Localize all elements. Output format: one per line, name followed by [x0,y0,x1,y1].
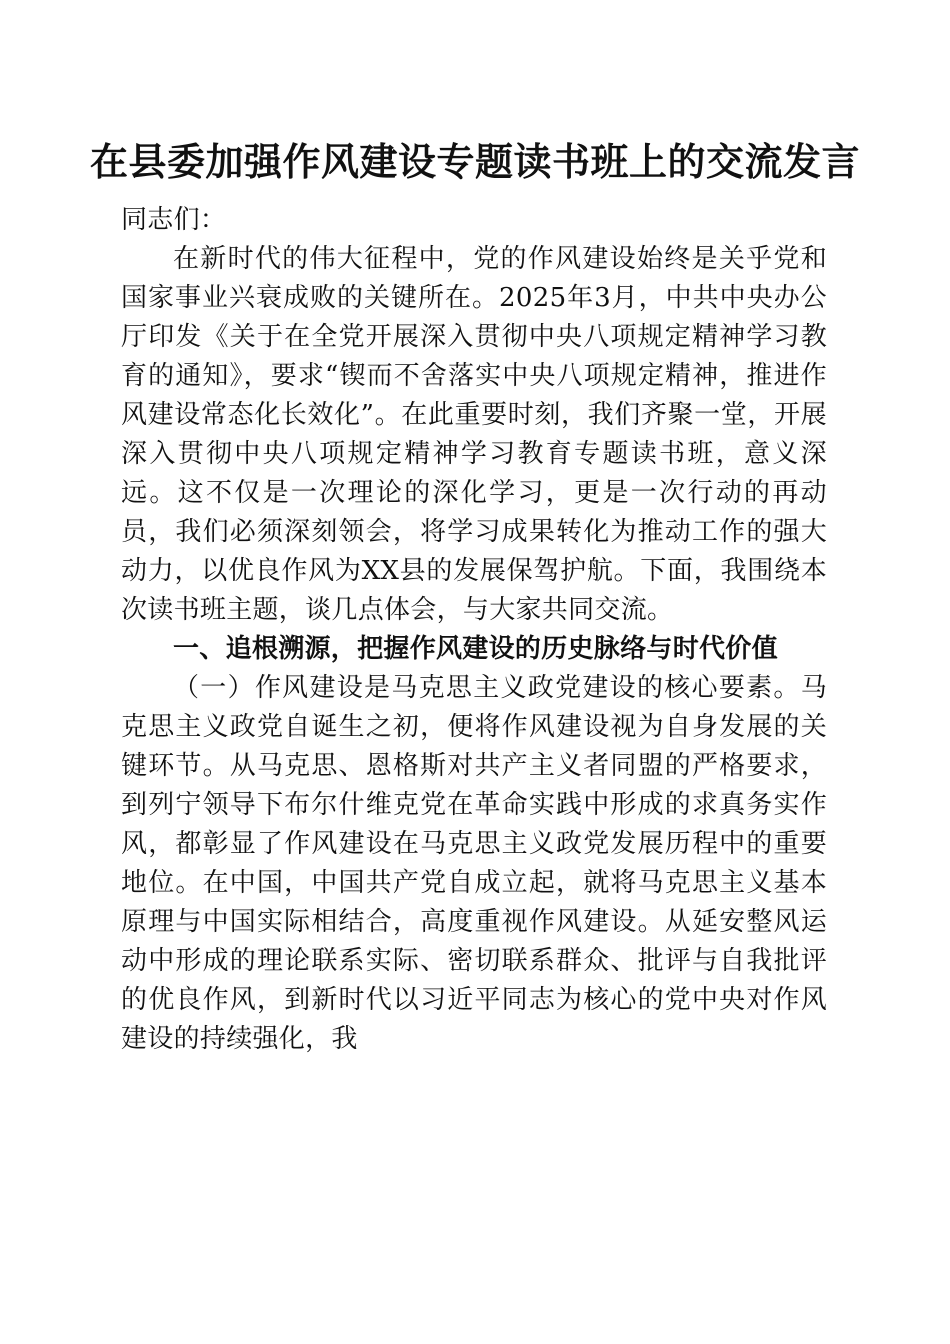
salutation: 同志们： [121,205,227,235]
document-title: 在县委加强作风建设专题读书班上的交流发言 [89,139,860,184]
document-body [121,201,827,1059]
section-1-paragraph-1: （一）作风建设是马克思主义政党建设的核心要素。马克思主义政党自诞生之初，便将作风建设视为自身发展的关键环节。从马克思、恩格斯对共产主义者同盟的严格要求，到列宁领导下布尔什维克党在革命实践中形成的求真务实作风，都彰显了作风建设在马克思主义政党发展历程中的重要地位。在中国，中国共产党自成立起，就将马克思主义基本原理与中国实际相结合，高度重视作风建设。从延安整风运动中形成的理论联系实际、密切联系群众、批评与自我批评的优良作风，到新时代以习近平同志为核心的党中央对作风建设的持续强化，我 [121,673,827,1054]
section-heading-1: 一、追根溯源，把握作风建设的历史脉络与时代价值 [173,634,778,664]
intro-paragraph: 在新时代的伟大征程中，党的作风建设始终是关乎党和国家事业兴衰成败的关键所在。2025年3月，中共中央办公厅印发《关于在全党开展深入贯彻中央八项规定精神学习教育的通知》，要求“锲而不舍落实中央八项规定精神，推进作风建设常态化长效化”。在此重要时刻，我们齐聚一堂，开展深入贯彻中央八项规定精神学习教育专题读书班，意义深远。这不仅是一次理论的深化学习，更是一次行动的再动员，我们必须深刻领会，将学习成果转化为推动工作的强大动力，以优良作风为XX县的发展保驾护航。下面，我围绕本次读书班主题，谈几点体会，与大家共同交流。 [121,244,827,625]
